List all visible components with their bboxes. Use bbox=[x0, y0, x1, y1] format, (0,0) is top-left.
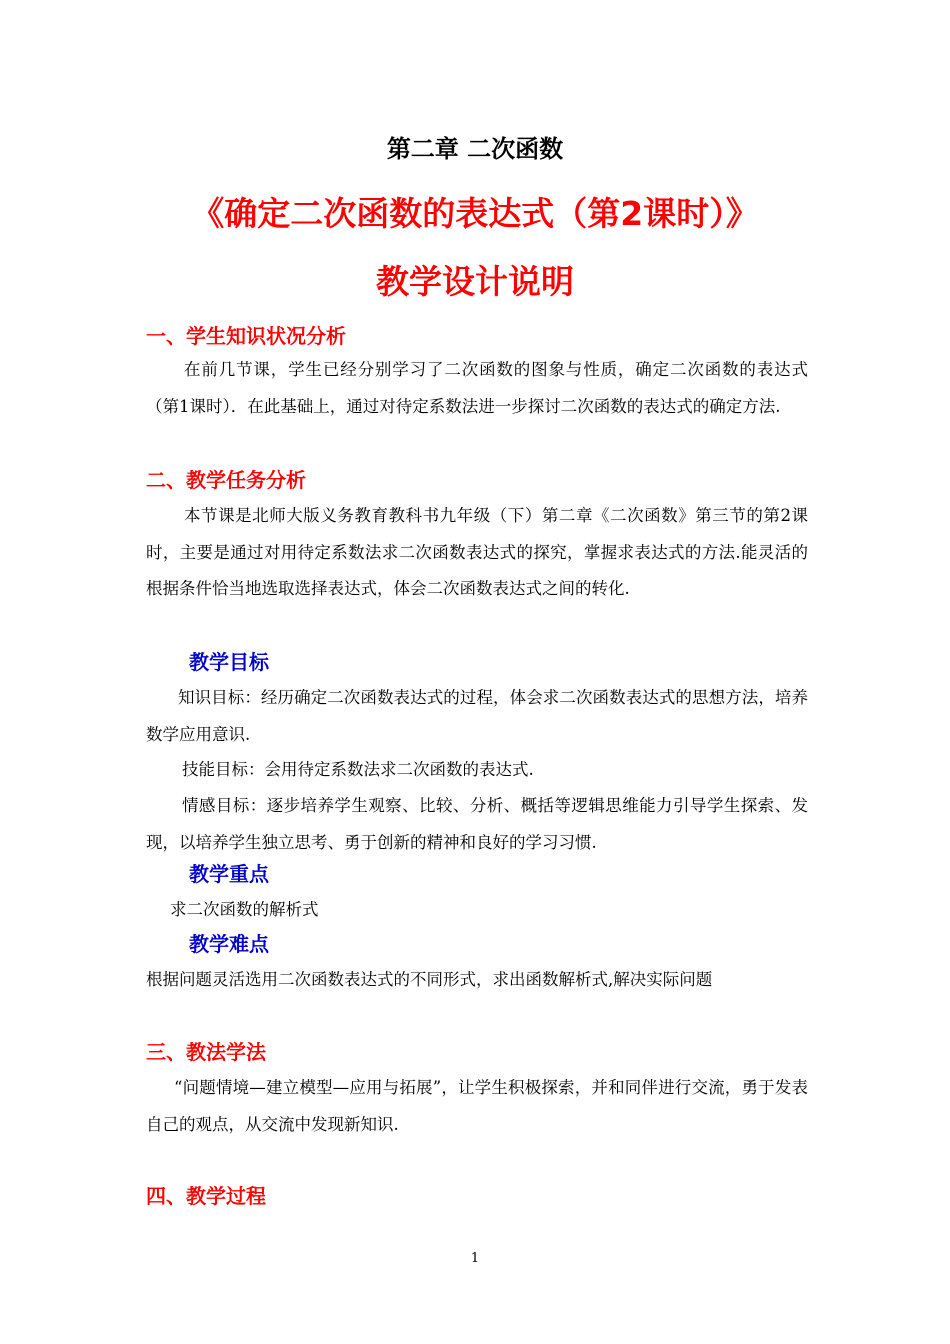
lesson-subtitle: 教学设计说明 bbox=[376, 262, 574, 301]
key-point-heading: 教学重点 bbox=[189, 862, 269, 886]
knowledge-goal-text: 知识目标：经历确定二次函数表达式的过程，体会求二次函数表达式的思想方法，培养数学应用意识. bbox=[146, 688, 808, 744]
lesson-title: 《确定二次函数的表达式（第2课时）》 bbox=[191, 194, 759, 233]
section-heading-student-analysis: 一、学生知识状况分析 bbox=[146, 324, 346, 348]
methods-text: “问题情境—建立模型—应用与拓展”，让学生积极探索，并和同伴进行交流，勇于发表自己的观点，从交流中发现新知识. bbox=[146, 1078, 808, 1134]
student-analysis-text: 在前几节课，学生已经分别学习了二次函数的图象与性质，确定二次函数的表达式（第1课时）．在此基础上，通过对待定系数法进一步探讨二次函数的表达式的确定方法. bbox=[146, 360, 808, 416]
section-heading-process: 四、教学过程 bbox=[146, 1184, 266, 1208]
skill-goal-text: 技能目标：会用待定系数法求二次函数的表达式. bbox=[182, 760, 534, 779]
difficulty-heading: 教学难点 bbox=[189, 932, 269, 956]
teaching-goals-heading: 教学目标 bbox=[189, 650, 269, 674]
section-heading-task-analysis: 二、教学任务分析 bbox=[146, 468, 306, 492]
key-point-text: 求二次函数的解析式 bbox=[170, 900, 319, 919]
difficulty-text: 根据问题灵活选用二次函数表达式的不同形式，求出函数解析式,解决实际问题 bbox=[146, 970, 713, 989]
emotion-goal-text: 情感目标：逐步培养学生观察、比较、分析、概括等逻辑思维能力引导学生探索、发现，以培养学生独立思考、勇于创新的精神和良好的学习习惯. bbox=[146, 796, 808, 852]
task-analysis-text: 本节课是北师大版义务教育教科书九年级（下）第二章《二次函数》第三节的第2课时，主要是通过对用待定系数法求二次函数表达式的探究，掌握求表达式的方法.能灵活的根据条件恰当地选取选择表达式，体会二次函数表达式之间的转化. bbox=[146, 506, 808, 598]
section-heading-methods: 三、教法学法 bbox=[146, 1040, 266, 1064]
page-number: 1 bbox=[470, 1251, 480, 1266]
chapter-title: 第二章 二次函数 bbox=[386, 135, 564, 163]
